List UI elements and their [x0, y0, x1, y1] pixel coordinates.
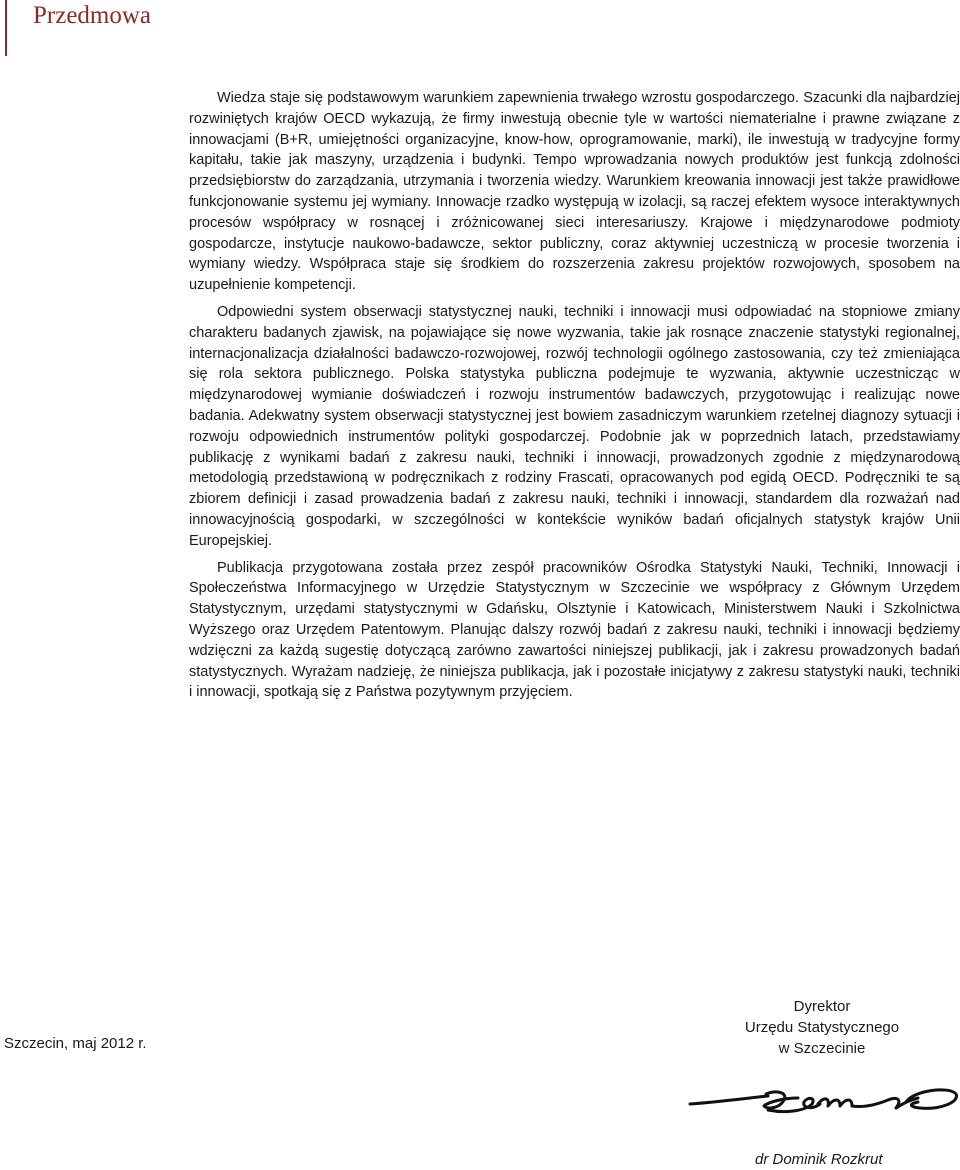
page-title: Przedmowa [33, 2, 152, 29]
paragraph-2: Odpowiedni system obserwacji statystycznej nauki, techniki i innowacji musi odpowiadać na stopniowe zmiany charakteru badanych zjawisk, na pojawiające się nowe wyzwania, takie jak rosnące znaczenie statystyki regionalnej, internacjonalizacja działalności badawczo-rozwojowej, rozwój technologii ogólnego zastosowania, czy też zmieniająca się rola sektora publicznego. Polska statystyka publiczna podejmuje te wyzwania, aktywnie uczestnicząc w międzynarodowej wymianie doświadczeń i rozwoju instrumentów badawczych, przygotowując i realizując nowe badania. Adekwatny system obserwacji statystycznej jest bowiem zasadniczym warunkiem rzetelnej diagnozy sytuacji i rozwoju odpowiednich instrumentów polityki gospodarczej. Podobnie jak w poprzednich latach, przedstawiamy publikację z wynikami badań z zakresu nauki, techniki i innowacji, prowadzonych zgodnie z międzynarodową metodologią przedstawioną w podręcznikach z rodziny Frascati, opracowanych pod egidą OECD. Podręczniki te są zbiorem definicji i zasad prowadzenia badań z zakresu nauki, techniki i innowacji, standardem dla rozważań nad innowacyjnością gospodarki, w szczególności w kontekście wyników badań oficjalnych statystyk krajów Unii Europejskiej. [189, 303, 960, 549]
signatory-title-block [716, 996, 928, 1059]
position-city: w Szczecinie [778, 1040, 866, 1057]
paragraph-1: Wiedza staje się podstawowym warunkiem zapewnienia trwałego wzrostu gospodarczego. Szacunki dla najbardziej rozwiniętych krajów OECD wykazują, że firmy inwestują obecnie tyle w wartości niematerialne i prawne związane z innowacjami (B+R, umiejętności organizacyjne, know-how, oprogramowanie, marki), ile inwestują w tradycyjne formy kapitału, takie jak maszyny, urządzenia i budynki. Tempo wprowadzania nowych produktów jest funkcją zdolności przedsiębiorstw do zarządzania, utrzymania i tworzenia wiedzy. Warunkiem kreowania innowacji jest także prawidłowe funkcjonowanie systemu jej wymiany. Innowacje rzadko występują w izolacji, są raczej efektem wysoce interaktywnych procesów współpracy w rosnącej i zróżnicowanej sieci interesariuszy. Krajowe i międzynarodowe podmioty gospodarcze, instytucje naukowo-badawcze, sektor publiczny, coraz aktywniej uczestniczą w procesie tworzenia i wymiany wiedzy. Współpraca staje się środkiem do rozszerzenia zakresu projektów rozwojowych, sposobem na uzupełnienie kompetencji. [189, 90, 960, 294]
signer-name: dr Dominik Rozkrut [755, 1151, 883, 1168]
position-office: Urzędu Statystycznego [744, 1019, 900, 1036]
heading-accent-bar [5, 0, 7, 56]
handwritten-signature [688, 1080, 960, 1124]
position-title: Dyrektor [793, 998, 851, 1015]
place-and-date: Szczecin, maj 2012 r. [4, 1035, 147, 1052]
preface-body [189, 88, 960, 709]
paragraph-3: Publikacja przygotowana została przez zespół pracowników Ośrodka Statystyki Nauki, Techniki, Innowacji i Społeczeństwa Informacyjnego w Urzędzie Statystycznym w Szczecinie we współpracy z Głównym Urzędem Statystycznym, urzędami statystycznymi w Gdańsku, Olsztynie i Katowicach, Ministerstwem Nauki i Szkolnictwa Wyższego oraz Urzędem Patentowym. Planując dalszy rozwój badań z zakresu nauki, techniki i innowacji będziemy wdzięczni za każdą sugestię dotyczącą zarówno zawartości niniejszej publikacji, jak i zakresu prowadzonych badań statystycznych. Wyrażam nadzieję, że niniejsza publikacja, jak i pozostałe inicjatywy z zakresu statystyki nauki, techniki i innowacji, spotkają się z Państwa pozytywnym przyjęciem. [189, 559, 960, 701]
